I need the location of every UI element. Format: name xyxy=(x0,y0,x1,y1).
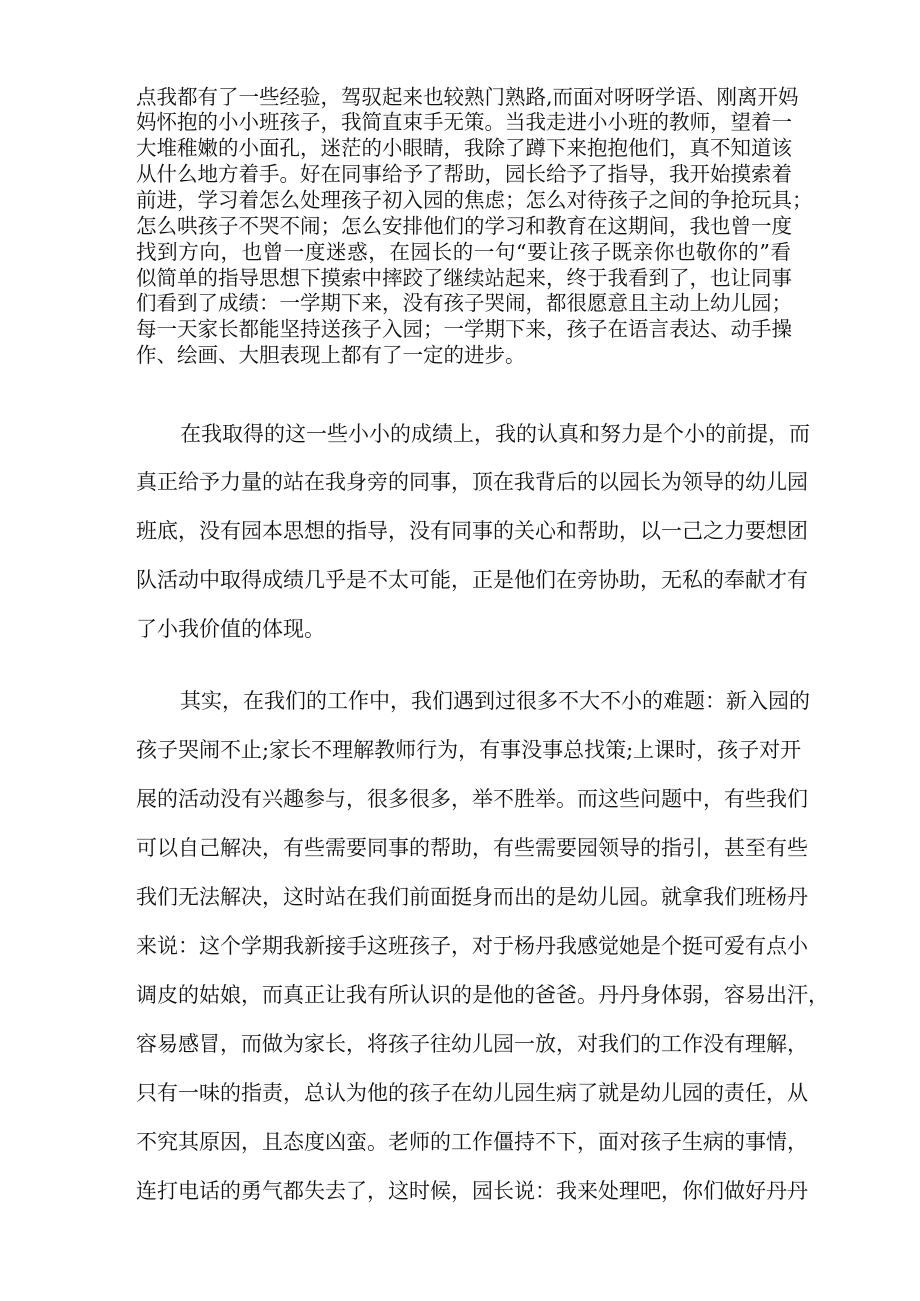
paragraph-line: 只有一味的指责，总认为他的孩子在幼儿园生病了就是幼儿园的责任，从 xyxy=(136,1081,808,1105)
paragraph-line: 点我都有了一些经验，驾驭起来也较熟门熟路,而面对呀呀学语、刚离开妈 xyxy=(136,85,799,109)
paragraph-line: 似简单的指导思想下摸索中摔跤了继续站起来，终于我看到了，也让同事 xyxy=(136,266,792,290)
paragraph-line: 连打电话的勇气都失去了，这时候，园长说：我来处理吧，你们做好丹丹 xyxy=(136,1179,808,1203)
paragraph-line: 找到方向，也曾一度迷惑，在园长的一句“要让孩子既亲你也敬你的”看 xyxy=(136,240,791,264)
paragraph-line: 怎么哄孩子不哭不闹；怎么安排他们的学习和教育在这期间，我也曾一度 xyxy=(136,214,792,238)
paragraph-line: 来说：这个学期我新接手这班孩子，对于杨丹我感觉她是个挺可爱有点小 xyxy=(136,934,808,958)
paragraph-line: 可以自己解决，有些需要同事的帮助，有些需要园领导的指引，甚至有些 xyxy=(136,836,808,860)
paragraph-line: 容易感冒，而做为家长，将孩子往幼儿园一放，对我们的工作没有理解， xyxy=(136,1032,808,1056)
paragraph-line: 在我取得的这一些小小的成绩上，我的认真和努力是个小的前提，而 xyxy=(180,422,810,446)
paragraph-line: 我们无法解决，这时站在我们前面挺身而出的是幼儿园。就拿我们班杨丹 xyxy=(136,885,808,909)
paragraph-line: 其实，在我们的工作中，我们遇到过很多不大不小的难题：新入园的 xyxy=(180,689,810,713)
paragraph-line: 每一天家长都能坚持送孩子入园；一学期下来，孩子在语言表达、动手操 xyxy=(136,317,792,341)
paragraph-line: 不究其原因，且态度凶蛮。老师的工作僵持不下，面对孩子生病的事情， xyxy=(136,1130,808,1154)
paragraph-line: 了小我价值的体现。 xyxy=(136,617,325,641)
paragraph-line: 们看到了成绩：一学期下来，没有孩子哭闹，都很愿意且主动上幼儿园； xyxy=(136,291,792,315)
paragraph-line: 从什么地方着手。好在同事给予了帮助，园长给予了指导，我开始摸索着 xyxy=(136,162,792,186)
paragraph-line: 班底，没有园本思想的指导，没有同事的关心和帮助，以一己之力要想团 xyxy=(136,519,808,543)
paragraph-line: 前进，学习着怎么处理孩子初入园的焦虑；怎么对待孩子之间的争抢玩具； xyxy=(136,188,813,212)
paragraph-line: 孩子哭闹不止;家长不理解教师行为，有事没事总找策;上课时，孩子对开 xyxy=(136,738,802,762)
paragraph-line: 大堆稚嫩的小面孔，迷茫的小眼睛，我除了蹲下来抱抱他们，真不知道该 xyxy=(136,136,792,160)
paragraph-line: 队活动中取得成绩几乎是不太可能，正是他们在旁协助，无私的奉献才有 xyxy=(136,568,808,592)
paragraph-line: 妈怀抱的小小班孩子，我简直束手无策。当我走进小小班的教师，望着一 xyxy=(136,110,792,134)
paragraph-line: 调皮的姑娘，而真正让我有所认识的是他的爸爸。丹丹身体弱，容易出汗， xyxy=(136,983,829,1007)
paragraph-line: 真正给予力量的站在我身旁的同事，顶在我背后的以园长为领导的幼儿园 xyxy=(136,470,808,494)
paragraph-line: 作、绘画、大胆表现上都有了一定的进步。 xyxy=(136,343,526,367)
paragraph-line: 展的活动没有兴趣参与，很多很多，举不胜举。而这些问题中，有些我们 xyxy=(136,787,808,811)
